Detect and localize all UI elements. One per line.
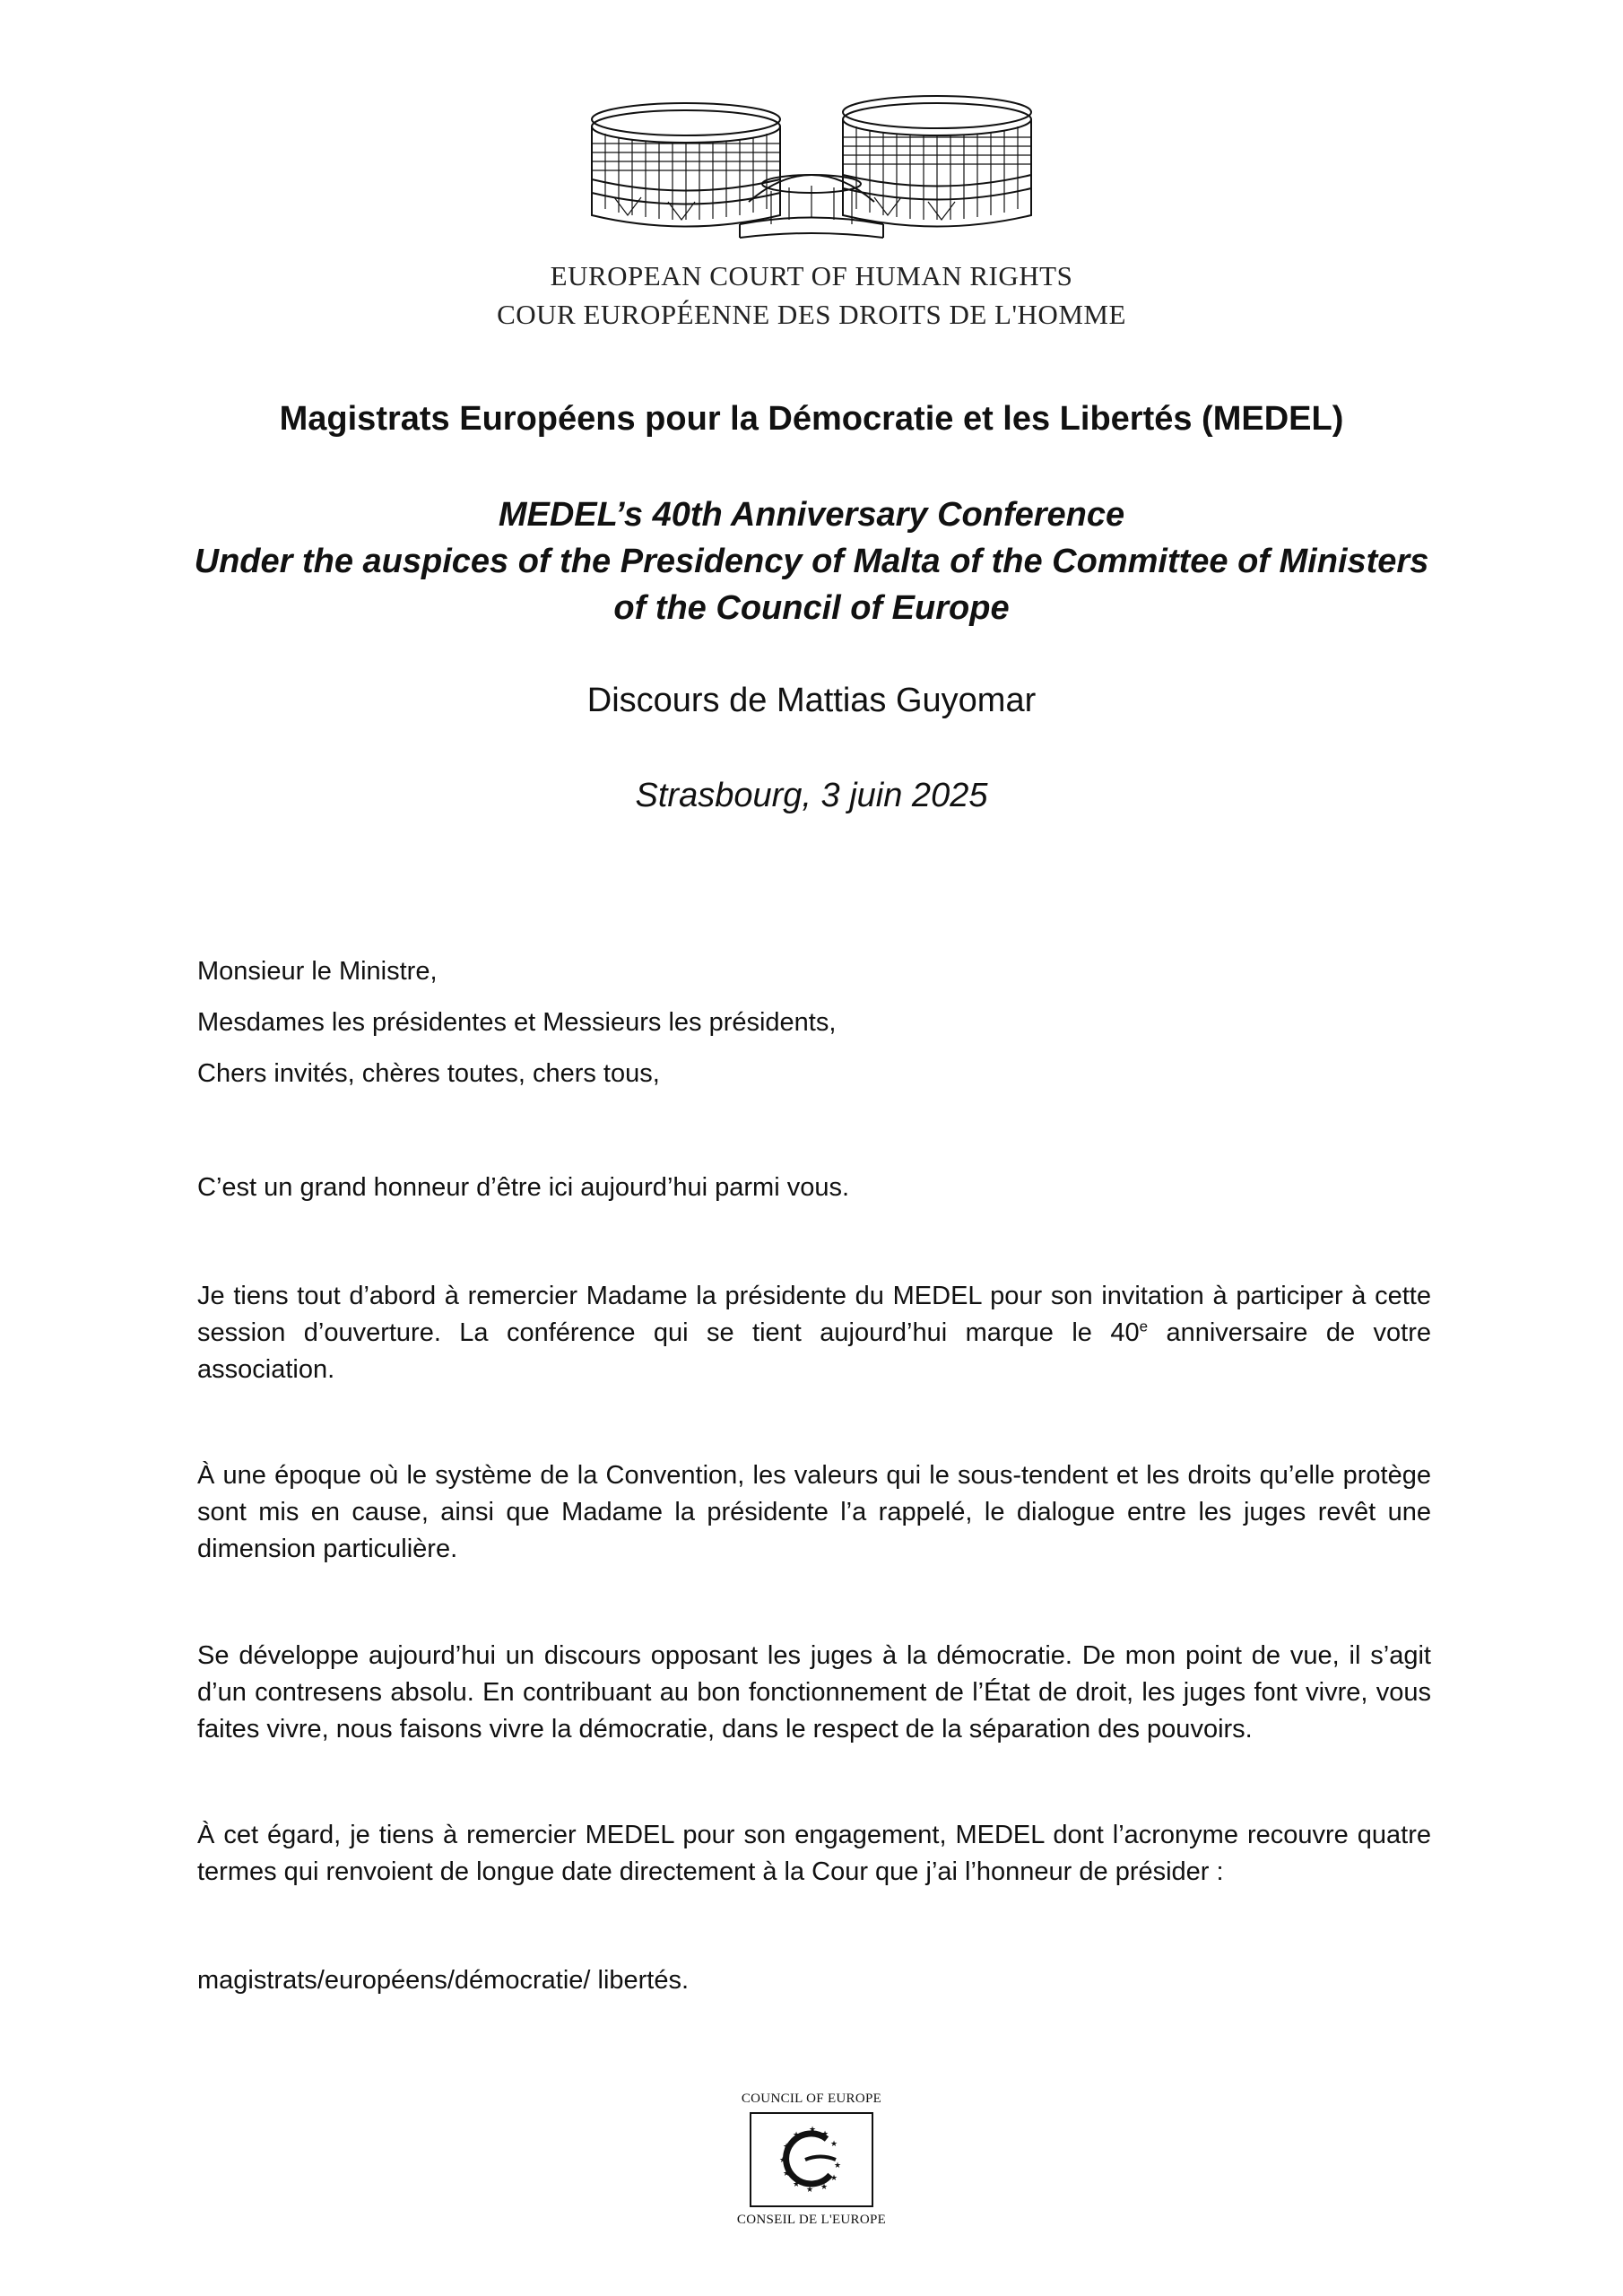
svg-text:★: ★ xyxy=(830,2174,838,2183)
subtitle-line-2: Under the auspices of the Presidency of Malta of the Committee of Ministers xyxy=(194,543,1429,580)
paragraph-text: Se développe aujourd’hui un discours opposant les juges à la démocratie. De mon point de vue, il s’agit d’un contresens absolu. En contribuant au bon fonctionnement de l’État de droit, les juges font vivre, vous faites vivre, nous faisons vivre la démocratie, dans le respect de la séparation des pouvoirs. xyxy=(197,1641,1431,1744)
speech-author-line: Discours de Mattias Guyomar xyxy=(586,682,1037,719)
svg-text:★: ★ xyxy=(830,2140,838,2149)
superscript: e xyxy=(1139,1318,1149,1335)
paragraph-5 xyxy=(197,1817,1431,1891)
salutations xyxy=(197,953,1431,1092)
coe-emblem-box xyxy=(750,2112,873,2207)
svg-text:★: ★ xyxy=(834,2161,842,2170)
subtitle-line-1: MEDEL’s 40th Anniversary Conference xyxy=(498,496,1125,534)
document-title: Magistrats Européens pour la Démocratie et les Libertés (MEDEL) xyxy=(279,400,1344,438)
council-of-europe-logo xyxy=(0,2092,1623,2228)
paragraph-3 xyxy=(197,1457,1431,1568)
salutation-line: Chers invités, chères toutes, chers tous, xyxy=(197,1059,660,1088)
subtitle-line-3: of the Council of Europe xyxy=(613,589,1010,627)
svg-text:★: ★ xyxy=(779,2156,787,2165)
svg-text:★: ★ xyxy=(809,2126,817,2135)
svg-text:★: ★ xyxy=(793,2180,801,2189)
paragraph-text: À cet égard, je tiens à remercier MEDEL pour son engagement, MEDEL dont l’acronyme recouvre quatre termes qui renvoient de longue date directement à la Cour que j’ai l’honneur de présider : xyxy=(197,1821,1431,1886)
paragraph-1 xyxy=(197,1170,1431,1206)
paragraph-text-part: anniversaire de votre association. xyxy=(197,1318,1431,1384)
coe-label-english: COUNCIL OF EUROPE xyxy=(741,2092,882,2106)
paragraph-6 xyxy=(197,1962,1431,1999)
coe-label-french: CONSEIL DE L'EUROPE xyxy=(736,2213,887,2227)
svg-text:★: ★ xyxy=(783,2170,791,2179)
court-logo-wrap xyxy=(0,94,1623,247)
svg-text:★: ★ xyxy=(793,2131,801,2140)
svg-text:★: ★ xyxy=(783,2143,791,2152)
salutation-line: Mesdames les présidentes et Messieurs les présidents, xyxy=(197,1008,837,1037)
svg-text:★: ★ xyxy=(821,2130,829,2139)
court-building-logo-icon xyxy=(578,94,1045,247)
court-name-french: COUR EUROPÉENNE DES DROITS DE L'HOMME xyxy=(497,299,1126,330)
paragraph-2 xyxy=(197,1278,1431,1388)
paragraph-text-part: Je tiens tout d’abord à remercier Madame la présidente du MEDEL pour son invitation à participer à cette session d’ouverture. La conférence qui se tient aujourd’hui marque le 40 xyxy=(197,1282,1431,1347)
salutation-line: Monsieur le Ministre, xyxy=(197,957,438,986)
place-date: Strasbourg, 3 juin 2025 xyxy=(635,777,988,814)
court-name-english: EUROPEAN COURT OF HUMAN RIGHTS xyxy=(550,260,1073,291)
paragraph-text: À une époque où le système de la Convention, les valeurs qui le sous-tendent et les droits qu’elle protège sont mis en cause, ainsi que Madame la présidente l’a rappelé, le dialogue entre les juges revêt une dimension particulière. xyxy=(197,1461,1431,1563)
paragraph-text: C’est un grand honneur d’être ici aujourd’hui parmi vous. xyxy=(197,1173,850,1202)
paragraph-text: magistrats/européens/démocratie/ libertés. xyxy=(197,1966,690,1995)
coe-emblem-icon xyxy=(771,2119,852,2200)
paragraph-4 xyxy=(197,1638,1431,1748)
svg-text:★: ★ xyxy=(820,2183,829,2192)
paragraph-text xyxy=(197,1278,1431,1388)
svg-text:★: ★ xyxy=(806,2186,814,2195)
